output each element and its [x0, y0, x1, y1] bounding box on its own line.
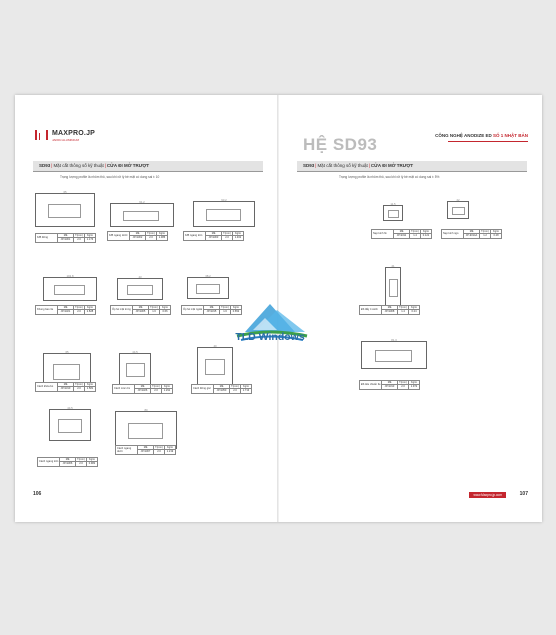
- spec-col-code: Mã JP-9305: [133, 306, 149, 314]
- spec-table: [35, 233, 96, 243]
- spec-table: [107, 231, 168, 241]
- spec-name: Cánh ngang dưới: [116, 446, 138, 454]
- spec-table: [35, 382, 96, 392]
- spec-col-kg: Kg/m 1.173: [86, 234, 94, 242]
- profile-drawing: [193, 198, 255, 227]
- profile-dimension: 81.3: [391, 338, 397, 342]
- spec-col-thick: T(mm) 2.0: [146, 232, 157, 240]
- profile-dimension: 43: [138, 275, 142, 279]
- spec-col-code: Mã JP-9350: [214, 385, 230, 393]
- spec-name: K/B ngang trên: [184, 232, 206, 240]
- spec-col-kg: Kg/m 1.972: [410, 381, 418, 389]
- section-mid: Mặt cắt thông số kỹ thuật: [53, 163, 104, 168]
- spec-col-code: Mã JP-9315: [204, 306, 220, 314]
- spec-col-thick: T(mm) 2.0: [74, 234, 85, 242]
- spec-col-thick: T(mm) 1.6: [149, 306, 160, 314]
- profile-inner-chamber: [48, 204, 82, 219]
- profile-inner-chamber: [375, 350, 412, 362]
- spec-col-kg: Kg/m 0.28: [492, 230, 500, 238]
- spec-col-kg: Kg/m 2.828: [86, 306, 94, 314]
- logo-mark-icon: [35, 130, 48, 140]
- profile-drawing: [119, 350, 151, 385]
- spec-col-code: Mã JP-9311: [394, 230, 410, 238]
- spec-name: Cánh khóa bo: [36, 383, 58, 391]
- tech-highlight: SỐ 1 NHẬT BẢN: [492, 133, 528, 138]
- spec-col-kg: Kg/m 0.652: [232, 306, 240, 314]
- profile-inner-chamber: [452, 207, 465, 215]
- spec-name: Khung bao 3e: [36, 306, 58, 314]
- spec-col-code: Mã JP-9314A: [464, 230, 480, 238]
- profile-drawing: [197, 344, 233, 385]
- section-title: CỬA ĐI MỞ TRƯỢT: [106, 163, 150, 168]
- spec-name: Nẹp kính ngo: [442, 230, 464, 238]
- spec-table: [191, 384, 252, 394]
- weight-note: Trọng lượng profile là nhôm thô, sau khi xử lý bề mặt có dung sai ± 5%: [339, 175, 440, 179]
- spec-col-thick: T(mm) 2.0: [154, 446, 165, 454]
- profile-inner-chamber: [127, 285, 153, 295]
- profile-dimension: 22: [456, 198, 460, 202]
- logo-sub: JAPAN ALUMINIUM: [52, 138, 79, 142]
- profile-inner-chamber: [58, 419, 82, 433]
- spec-col-code: Mã JP-9301: [58, 234, 74, 242]
- spec-table: [112, 384, 173, 394]
- spec-col-kg: Kg/m 1.291: [163, 385, 171, 393]
- spec-col-code: Mã JP-9310: [58, 383, 74, 391]
- spec-name: Cánh đứng góc: [192, 385, 214, 393]
- spec-col-thick: T(mm) 1.4: [398, 306, 409, 314]
- profile-inner-chamber: [123, 211, 159, 222]
- brand-logo: [35, 130, 95, 142]
- spec-col-kg: Kg/m 1.219: [166, 446, 174, 454]
- profile-dimension: 11.5: [390, 202, 396, 206]
- spec-col-code: Mã JP-9306: [60, 458, 76, 466]
- profile-dimension: 102.8: [66, 274, 74, 278]
- profile-drawing: [117, 275, 163, 300]
- profile-inner-chamber: [126, 363, 145, 377]
- spec-table: [110, 305, 171, 315]
- spec-table: [359, 305, 420, 315]
- section-code: SD93: [303, 163, 315, 168]
- page-number-right: 107: [519, 491, 528, 497]
- section-title: CỬA ĐI MỞ TRƯỢT: [370, 163, 414, 168]
- spec-col-code: Mã JP-9307: [138, 446, 154, 454]
- tech-prefix: CÔNG NGHỆ ANODIZE ED: [435, 133, 493, 138]
- profile-inner-chamber: [389, 279, 399, 296]
- spec-name: Ốp hè mặt trong: [111, 306, 133, 314]
- spec-name: Nẹp kính fix: [372, 230, 394, 238]
- spec-col-thick: T(mm) 1.2: [480, 230, 491, 238]
- spec-col-kg: Kg/m 1.581: [86, 383, 94, 391]
- profile-dimension: 40: [213, 344, 217, 348]
- profile-dimension: 91.2: [139, 200, 145, 204]
- spec-name: K/B ngang dưới: [108, 232, 130, 240]
- spec-col-thick: T(mm) 2.0: [74, 306, 85, 314]
- profile-drawing: [385, 264, 401, 307]
- spec-table: [441, 229, 502, 239]
- profile-inner-chamber: [388, 210, 400, 218]
- profile-dimension: 44.5: [67, 406, 73, 410]
- spec-col-kg: Kg/m 0.982: [88, 458, 96, 466]
- section-header-right: SD93|Mặt cắt thông số kỹ thuật|CỬA ĐI MỞ TRƯỢT: [297, 161, 527, 172]
- spec-col-kg: Kg/m 1.713: [242, 385, 250, 393]
- profile-drawing: [447, 198, 469, 219]
- spec-col-thick: T(mm) 2.0: [74, 383, 85, 391]
- profile-drawing: [43, 274, 97, 301]
- spec-col-kg: Kg/m 0.121: [422, 230, 430, 238]
- logo-text: MAXPRO.JP: [52, 130, 96, 137]
- spec-table: [37, 457, 98, 467]
- spec-name: Cánh móc ôm: [113, 385, 135, 393]
- spec-col-code: Mã JP-9313: [382, 381, 398, 389]
- tech-tagline: [435, 133, 528, 138]
- profile-drawing: [49, 406, 91, 441]
- profile-drawing: [383, 202, 403, 221]
- section-code: SD93: [39, 163, 51, 168]
- page-number-left: 106: [33, 491, 42, 497]
- profile-dimension: 93.2: [221, 198, 227, 202]
- profile-dimension: 38.2: [205, 274, 211, 278]
- profile-dimension: 44.5: [132, 350, 138, 354]
- profile-inner-chamber: [205, 359, 226, 375]
- profile-dimension: 21: [391, 264, 395, 268]
- house-watermark-icon: [215, 292, 325, 352]
- spec-col-code: Mã JP-9302: [130, 232, 146, 240]
- hero-title: HỆ SD93: [303, 135, 378, 154]
- spec-col-kg: Kg/m 0.24: [410, 306, 418, 314]
- spec-col-thick: T(mm) 2.0: [76, 458, 87, 466]
- spec-col-thick: T(mm) 2.0: [222, 232, 233, 240]
- spec-table: [115, 445, 176, 455]
- spec-name: K/B đứng: [36, 234, 58, 242]
- spec-table: [371, 229, 432, 239]
- profile-inner-chamber: [54, 285, 85, 296]
- spec-col-code: Mã JP-9326: [135, 385, 151, 393]
- section-header-left: SD93|Mặt cắt thông số kỹ thuật|CỬA ĐI MỞ TRƯỢT: [33, 161, 263, 172]
- spec-name: Ốp hè mặt ngoài: [182, 306, 204, 314]
- spec-col-thick: T(mm) 2.0: [398, 381, 409, 389]
- spec-col-thick: T(mm) 1.4: [410, 230, 421, 238]
- spec-name: Cánh ngang trên: [38, 458, 60, 466]
- spec-col-code: Mã JP-9303: [206, 232, 222, 240]
- profile-drawing: [35, 190, 95, 227]
- accent-rule: [448, 141, 528, 142]
- spec-col-kg: Kg/m 1.462: [234, 232, 242, 240]
- watermark-text: TLD Windows: [235, 331, 305, 343]
- spec-col-code: Mã JP-9321: [58, 306, 74, 314]
- website-badge[interactable]: www.Maxpro.jp.com: [469, 492, 506, 498]
- profile-inner-chamber: [206, 209, 241, 221]
- spec-table: [183, 231, 244, 241]
- spec-table: [359, 380, 420, 390]
- spec-col-kg: Kg/m 1.386: [158, 232, 166, 240]
- profile-dimension: 65: [63, 190, 67, 194]
- spec-name: Đố tiêu chuẩn 3e: [360, 381, 382, 389]
- spec-col-kg: Kg/m 0.66: [161, 306, 169, 314]
- profile-drawing: [361, 338, 427, 369]
- profile-inner-chamber: [128, 423, 163, 439]
- spec-col-thick: T(mm) 2.0: [230, 385, 241, 393]
- spec-col-thick: T(mm) 1.6: [220, 306, 231, 314]
- profile-inner-chamber: [53, 364, 80, 380]
- spec-col-code: Mã JP-9308: [382, 306, 398, 314]
- spec-table: [35, 305, 96, 315]
- profile-dimension: 80: [144, 408, 148, 412]
- profile-drawing: [115, 408, 177, 449]
- weight-note: Trọng lượng profile là nhôm thô, sau khi xử lý bề mặt có dung sai ± 10: [60, 175, 160, 179]
- profile-drawing: [110, 200, 174, 227]
- section-mid: Mặt cắt thông số kỹ thuật: [317, 163, 368, 168]
- profile-dimension: 65: [65, 350, 69, 354]
- spec-name: Đố đẩy 4 cánh: [360, 306, 382, 314]
- spec-col-thick: T(mm) 2.0: [151, 385, 162, 393]
